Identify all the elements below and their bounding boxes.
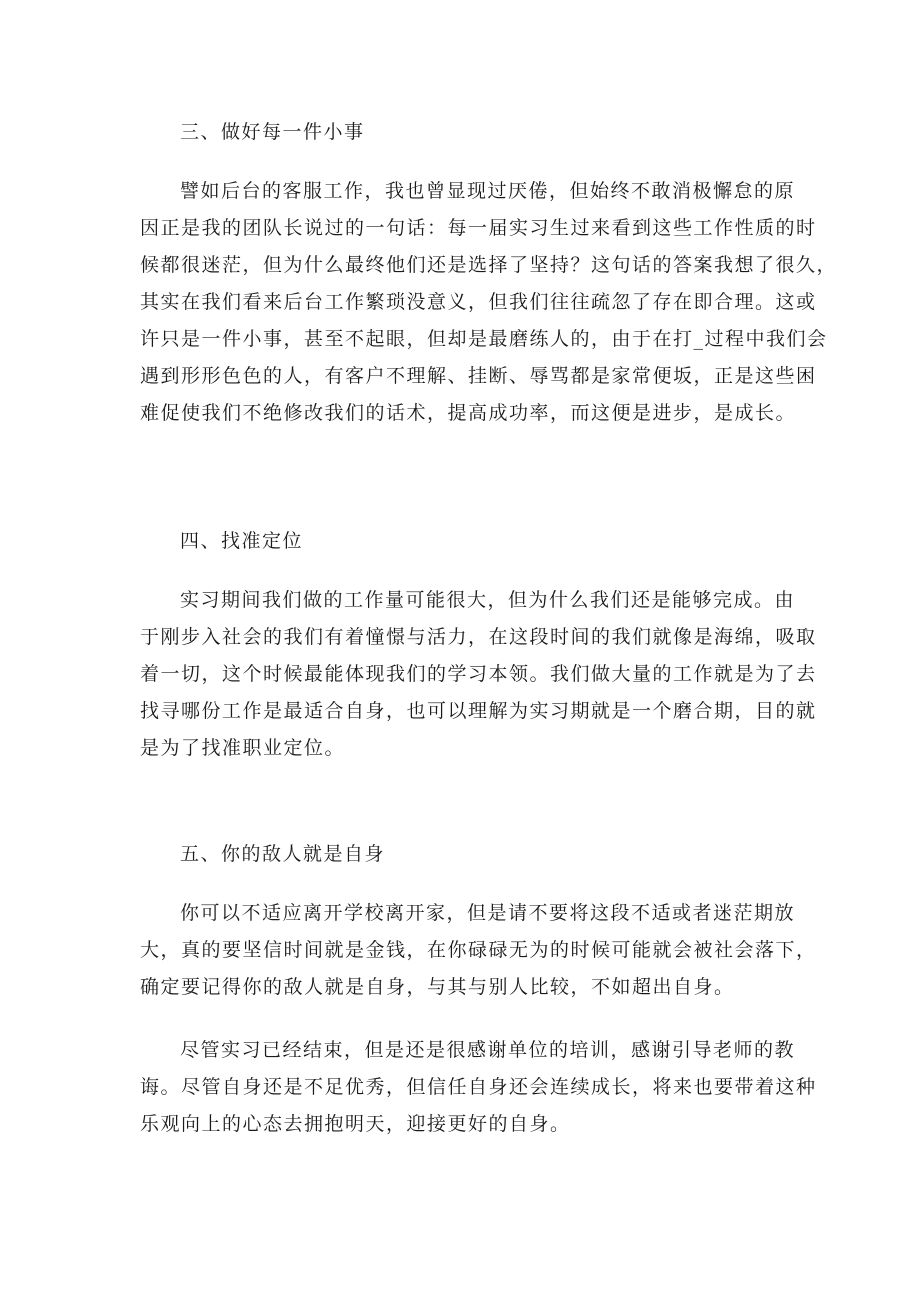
section-heading-3: 三、做好每一件小事: [180, 121, 365, 143]
text-line: 于刚步入社会的我们有着憧憬与活力，在这段时间的我们就像是海绵，吸取: [140, 626, 817, 648]
text-line: 着一切，这个时候最能体现我们的学习本领。我们做大量的工作就是为了去: [140, 663, 817, 685]
text-line: 遇到形形色色的人，有客户不理解、挂断、辱骂都是家常便坂，正是这些困: [140, 365, 817, 387]
text-line: 候都很迷茫，但为什么最终他们还是选择了坚持？这句话的答案我想了很久，: [140, 254, 838, 276]
section-heading-5: 五、你的敌人就是自身: [180, 843, 386, 865]
text-line: 其实在我们看来后台工作繁琐没意义，但我们往往疏忽了存在即合理。这或: [140, 291, 817, 313]
paragraph-section-5: [140, 895, 817, 1006]
text-line: 许只是一件小事，甚至不起眼，但却是最磨练人的，由于在打_过程中我们会: [140, 328, 828, 350]
paragraph-section-3: [140, 173, 838, 432]
text-line: 尽管实习已经结束，但是还是很感谢单位的培训，感谢引导老师的教: [180, 1039, 796, 1061]
text-line: 找寻哪份工作是最适合自身，也可以理解为实习期就是一个磨合期，目的就: [140, 700, 817, 722]
text-line: 譬如后台的客服工作，我也曾显现过厌倦，但始终不敢消极懈怠的原: [180, 180, 796, 202]
text-line: 大，真的要坚信时间就是金钱，在你碌碌无为的时候可能就会被社会落下，: [140, 939, 817, 961]
text-line: 难促使我们不绝修改我们的话术，提高成功率，而这便是进步，是成长。: [140, 402, 797, 424]
text-line: 实习期间我们做的工作量可能很大，但为什么我们还是能够完成。由: [180, 589, 796, 611]
text-line: 确定要记得你的敌人就是自身，与其与别人比较，不如超出自身。: [140, 976, 735, 998]
paragraph-section-4: [140, 582, 817, 767]
text-line: 乐观向上的心态去拥抱明天，迎接更好的自身。: [140, 1113, 571, 1135]
paragraph-closing: [140, 1032, 817, 1143]
text-line: 诲。尽管自身还是不足优秀，但信任自身还会连续成长，将来也要带着这种: [140, 1076, 817, 1098]
text-line: 是为了找准职业定位。: [140, 737, 346, 759]
section-heading-4: 四、找准定位: [180, 530, 304, 552]
text-line: 因正是我的团队长说过的一句话：每一届实习生过来看到这些工作性质的时: [140, 217, 817, 239]
text-line: 你可以不适应离开学校离开家，但是请不要将这段不适或者迷茫期放: [180, 902, 796, 924]
